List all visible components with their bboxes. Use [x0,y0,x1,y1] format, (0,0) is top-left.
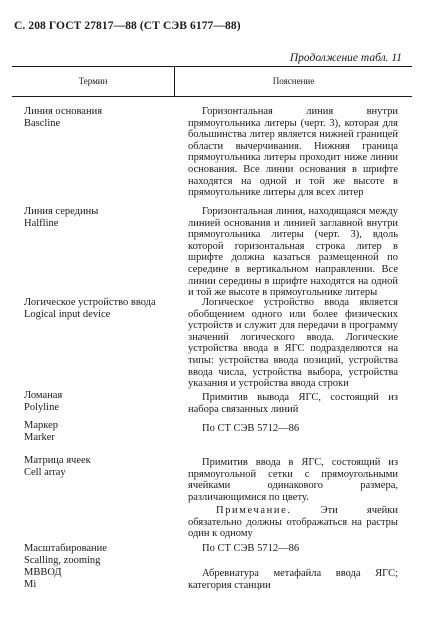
page-header: С. 208 ГОСТ 27817—88 (СТ СЭВ 6177—88) [14,20,241,32]
table-continuation-caption: Продолжение табл. 11 [289,52,402,64]
term-definition: Логическое устройство ввода является обобщением одного или более физических устройств и служит для передачи в программу значений логического ввода. Логические устройства ввода в ЯГС подразделяются на типы: устройства ввода позиций, устройства ввода числа, устройства выбора, устройства указания и устройства ввода строки [188,297,398,390]
term-ru: Маркер [24,420,58,431]
table-top-rule [12,66,412,67]
term-ru: МВВОД [24,567,62,578]
term-ru: Ломаная [24,390,63,401]
term-en: Basсline [24,118,61,129]
term-ru: Логическое устройство ввода [24,297,156,308]
term-definition: По СТ СЭВ 5712—86 [202,543,300,554]
term-ru: Линия основания [24,106,103,117]
column-header-term: Термин [78,76,108,86]
term-ru: Линия середины [24,206,99,217]
term-en: Marker [24,432,55,443]
term-ru: Масштабирование [24,543,107,554]
term-note [188,505,398,540]
term-en: Cell array [24,467,66,478]
term-en: Mi [24,579,37,590]
table-header-rule [12,96,412,97]
term-definition: Примитив ввода в ЯГС, состоящий из прямоугольной сетки с прямоугольными ячейками одинакового размера, различающимися по цвету. [188,457,398,503]
term-definition: Горизонтальная линия, находящаяся между линией основания и линией заглавной внутри прямоугольника литеры (черт. 3), вдоль которой горизонтальная строка литер в шрифте должна казаться размещенной по середине в вертикальном направлении. Все линии середины в шрифте находятся на одной и той же высоте в прямоугольнике литеры [188,206,398,299]
column-header-explanation: Пояснение [272,76,315,86]
term-definition: Абревиатура метафайла ввода ЯГС; категория станции [188,568,398,591]
term-ru: Матрица ячеек [24,455,91,466]
term-en: Scalling, zooming [24,555,101,566]
term-en: Logical input device [24,309,111,320]
term-definition: Примитив вывода ЯГС, состоящий из набора связанных линий [188,392,398,415]
note-label: Примечание. [216,505,292,516]
note-text: Эти ячейки обязательно должны отображаться на растры один к одному [188,505,398,540]
term-definition: Горизонтальная линия внутри прямоугольника литеры (черт. 3), которая для большинства литер является нижней границей области вычерчивания. Нижняя граница прямоугольника литеры проходит ниже линии основания. Все линии основания в шрифте находятся на одной и той же высоте в прямоугольнике литеры для всех литер [188,106,398,199]
term-definition: По СТ СЭВ 5712—86 [202,423,300,434]
term-en: Halfline [24,218,59,229]
term-en: Polyline [24,402,60,413]
